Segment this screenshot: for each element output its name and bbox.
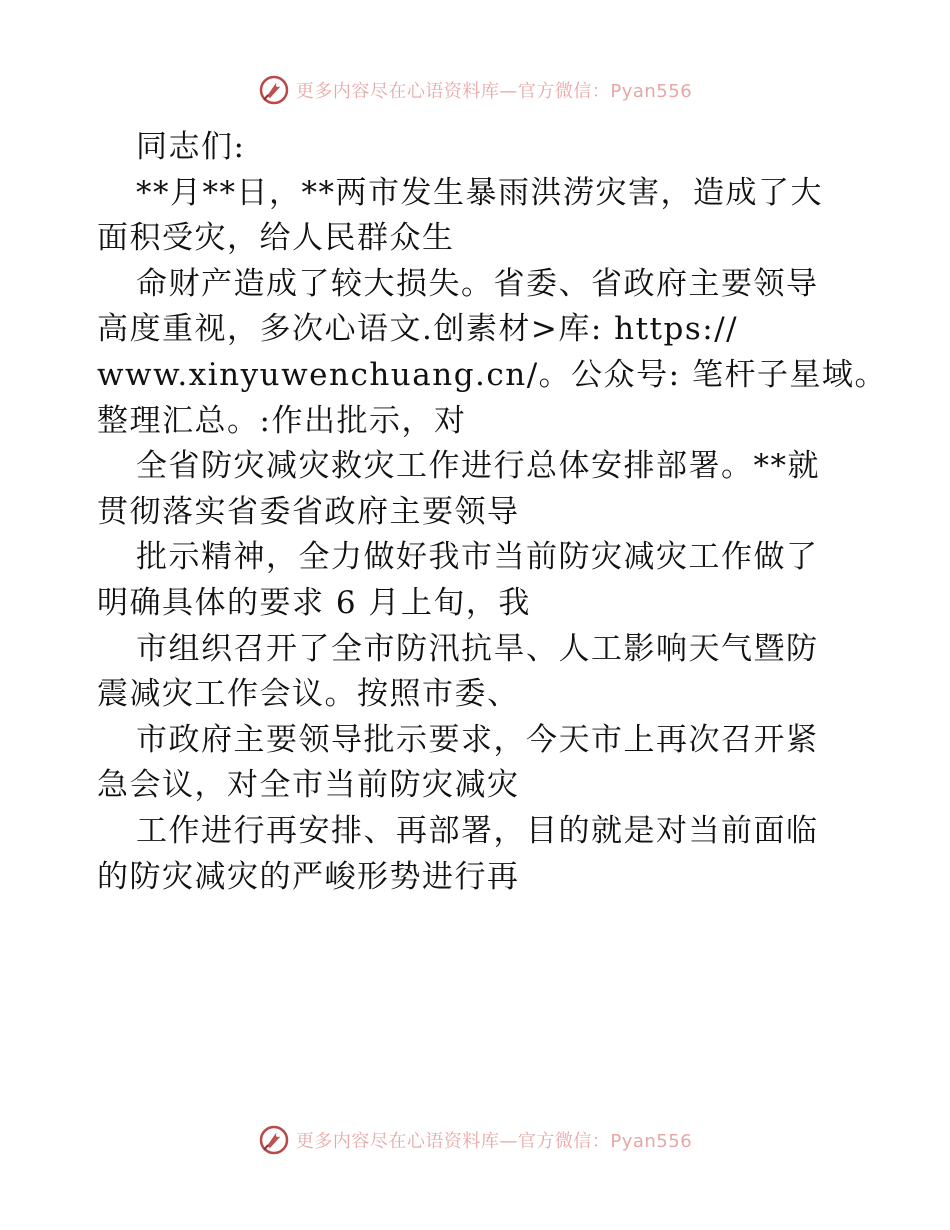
text-line: 面积受灾，给人民群众生 bbox=[97, 220, 455, 257]
watermark-text bbox=[296, 1127, 692, 1153]
watermark-wechat-id: Pyan556 bbox=[610, 81, 693, 102]
watermark-official-label: 官方微信： bbox=[517, 1131, 611, 1152]
text-line: 同志们: bbox=[136, 129, 246, 165]
text-line: www.xinyuwenchuang.cn/。公众号: 笔杆子星域。 bbox=[97, 356, 887, 393]
watermark-wechat-id: Pyan556 bbox=[610, 1131, 693, 1152]
watermark-site-name: 更多内容尽在心语资料库 bbox=[295, 1131, 500, 1152]
watermark-site-name: 更多内容尽在心语资料库 bbox=[295, 81, 500, 102]
text-line: 贯彻落实省委省政府主要领导 bbox=[97, 493, 520, 530]
watermark-official-label: 官方微信： bbox=[517, 81, 611, 102]
text-line: 明确具体的要求 6 月上旬，我 bbox=[97, 584, 531, 621]
text-line: 市组织召开了全市防汛抗旱、人工影响天气暨防 bbox=[136, 630, 819, 667]
watermark-footer bbox=[0, 1123, 950, 1157]
text-line: 震减灾工作会议。按照市委、 bbox=[97, 676, 520, 713]
text-line: 高度重视，多次心语文.创素材>库: https:// bbox=[97, 311, 739, 348]
pen-nib-circle-icon bbox=[258, 1124, 290, 1156]
watermark-text bbox=[296, 77, 692, 103]
text-line: 工作进行再安排、再部署，目的就是对当前面临 bbox=[136, 812, 819, 849]
text-line: 急会议，对全市当前防灾减灾 bbox=[97, 767, 520, 804]
text-line: 市政府主要领导批示要求，今天市上再次召开紧 bbox=[136, 721, 819, 758]
watermark-header bbox=[0, 73, 950, 107]
text-line: 整理汇总。:作出批示，对 bbox=[97, 402, 467, 439]
text-line: 的防灾减灾的严峻形势进行再 bbox=[97, 858, 520, 895]
document-body bbox=[97, 125, 887, 900]
pen-nib-circle-icon bbox=[258, 74, 290, 106]
text-line: 批示精神，全力做好我市当前防灾减灾工作做了 bbox=[136, 539, 819, 576]
text-line: 全省防灾减灾救灾工作进行总体安排部署。**就 bbox=[136, 448, 820, 485]
text-line: **月**日，**两市发生暴雨洪涝灾害，造成了大 bbox=[136, 174, 823, 211]
watermark-dash: — bbox=[499, 81, 518, 102]
watermark-dash: — bbox=[499, 1131, 518, 1152]
text-line: 命财产造成了较大损失。省委、省政府主要领导 bbox=[136, 265, 819, 302]
